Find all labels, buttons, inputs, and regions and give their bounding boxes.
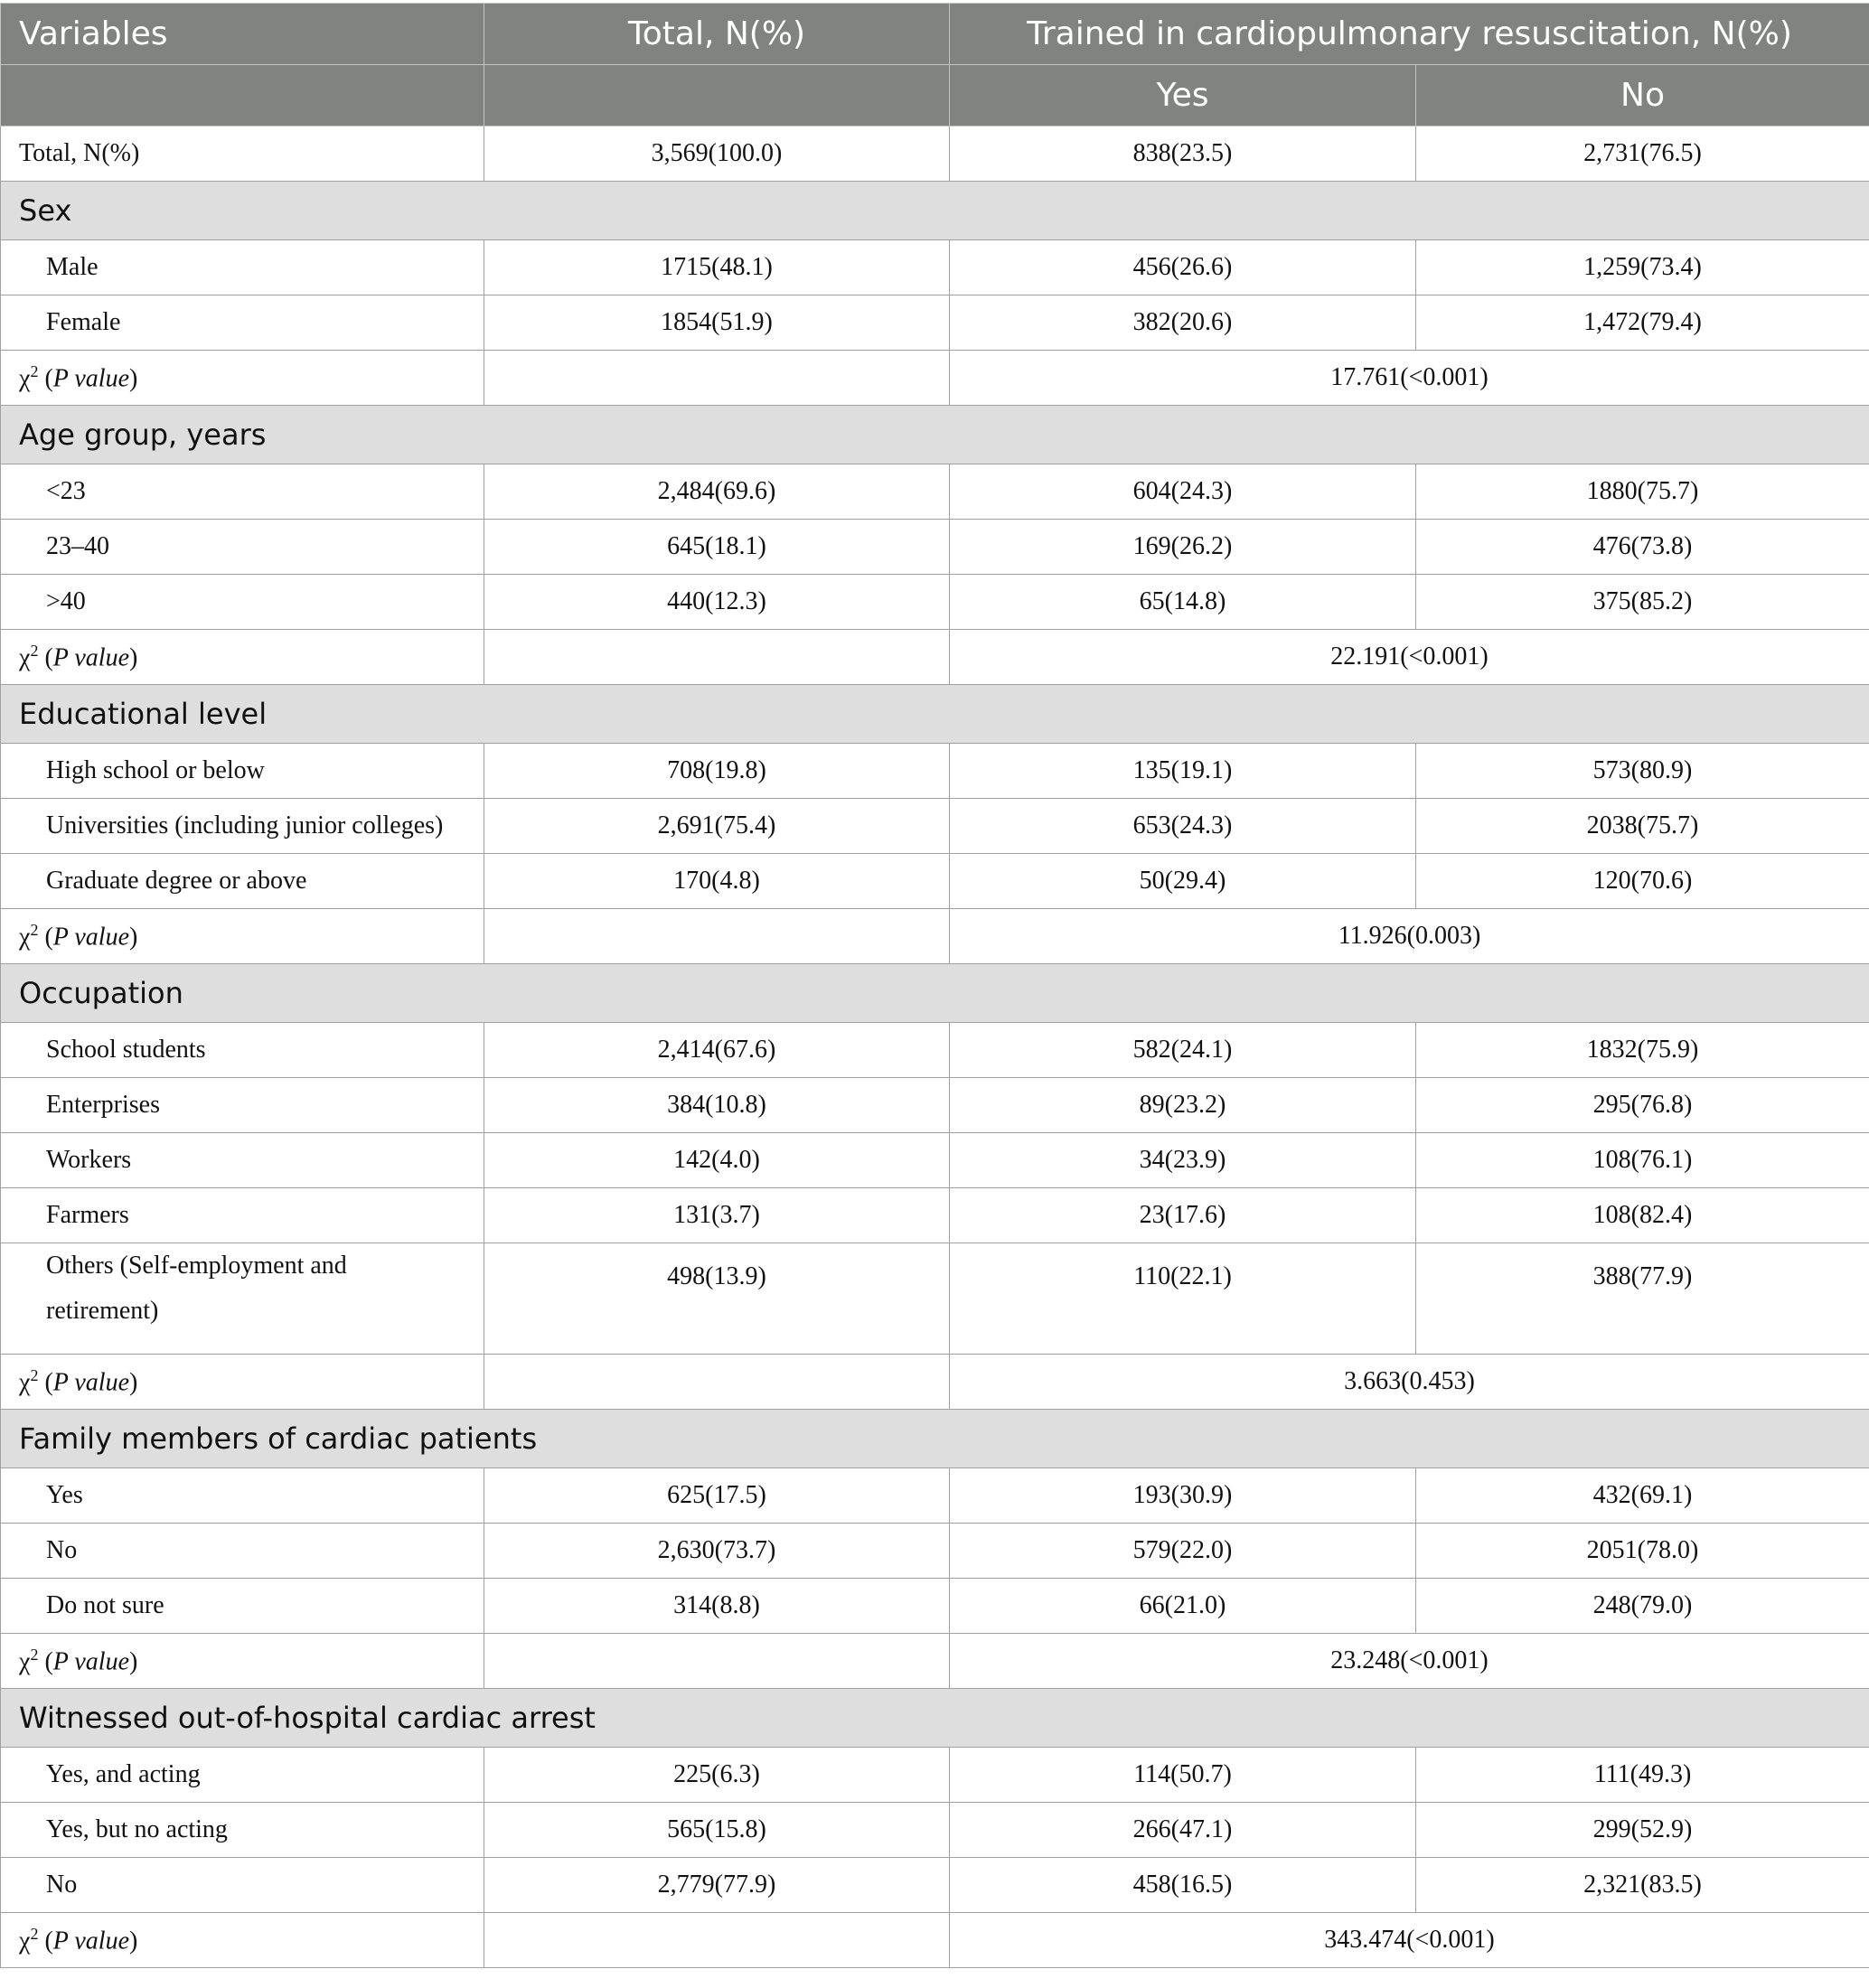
row-label: Universities (including junior colleges) (1, 799, 484, 854)
total-row-yes: 838(23.5) (950, 127, 1416, 182)
row-label: Yes, and acting (1, 1748, 484, 1803)
chi-square-label (1, 1634, 484, 1689)
row-total: 170(4.8) (484, 854, 950, 909)
chi-close-paren: ) (129, 1927, 138, 1955)
row-label: Do not sure (1, 1579, 484, 1634)
table-row (1, 1858, 1869, 1913)
chi-square-label (1, 351, 484, 406)
total-row (1, 127, 1869, 182)
table-row (1, 854, 1869, 909)
header-total: Total, N(%) (484, 4, 950, 65)
row-yes: 604(24.3) (950, 464, 1416, 520)
chi-open-paren: ( (38, 1647, 53, 1676)
table-row (1, 744, 1869, 799)
row-yes: 66(21.0) (950, 1579, 1416, 1634)
chi-square-row (1, 1913, 1869, 1968)
section-header-row (1, 964, 1869, 1023)
row-no: 375(85.2) (1416, 575, 1869, 630)
chi-square-label (1, 1913, 484, 1968)
chi-square-row (1, 630, 1869, 685)
row-no: 299(52.9) (1416, 1803, 1869, 1858)
subheader-yes: Yes (950, 65, 1416, 127)
subheader-empty-2 (484, 65, 950, 127)
chi-pvalue-text: P value (52, 923, 129, 952)
chi-square-row (1, 351, 1869, 406)
chi-close-paren: ) (129, 643, 138, 672)
table-body (1, 127, 1869, 1968)
table-row (1, 1748, 1869, 1803)
chi-superscript: 2 (30, 361, 39, 380)
table-row (1, 240, 1869, 295)
chi-open-paren: ( (38, 1927, 53, 1955)
row-label: 23–40 (1, 520, 484, 575)
row-total: 2,630(73.7) (484, 1524, 950, 1579)
section-header-row (1, 406, 1869, 464)
row-label: Workers (1, 1133, 484, 1188)
chi-pvalue-text: P value (52, 1927, 129, 1955)
row-yes: 65(14.8) (950, 575, 1416, 630)
row-no: 2,321(83.5) (1416, 1858, 1869, 1913)
row-no: 248(79.0) (1416, 1579, 1869, 1634)
chi-open-paren: ( (38, 364, 53, 393)
chi-square-value: 17.761(<0.001) (950, 351, 1869, 406)
row-yes: 50(29.4) (950, 854, 1416, 909)
chi-close-paren: ) (129, 364, 138, 393)
row-yes: 193(30.9) (950, 1468, 1416, 1524)
row-yes: 266(47.1) (950, 1803, 1416, 1858)
section-title: Family members of cardiac patients (1, 1410, 1869, 1468)
chi-square-value: 343.474(<0.001) (950, 1913, 1869, 1968)
chi-square-value: 22.191(<0.001) (950, 630, 1869, 685)
table-row (1, 1579, 1869, 1634)
row-total: 384(10.8) (484, 1078, 950, 1133)
row-total: 498(13.9) (484, 1243, 950, 1355)
table-header (1, 4, 1869, 127)
chi-superscript: 2 (30, 641, 39, 660)
table-row (1, 1803, 1869, 1858)
table-row (1, 1078, 1869, 1133)
chi-open-paren: ( (38, 1368, 53, 1397)
table-row (1, 1468, 1869, 1524)
row-total: 2,414(67.6) (484, 1023, 950, 1078)
row-no: 2051(78.0) (1416, 1524, 1869, 1579)
chi-superscript: 2 (30, 1365, 39, 1384)
chi-superscript: 2 (30, 920, 39, 939)
row-yes: 169(26.2) (950, 520, 1416, 575)
chi-square-empty (484, 909, 950, 964)
row-yes: 458(16.5) (950, 1858, 1416, 1913)
row-label: High school or below (1, 744, 484, 799)
row-label: Enterprises (1, 1078, 484, 1133)
row-yes: 382(20.6) (950, 295, 1416, 351)
row-no: 108(76.1) (1416, 1133, 1869, 1188)
row-label: No (1, 1524, 484, 1579)
chi-square-value: 3.663(0.453) (950, 1355, 1869, 1410)
table-row (1, 1023, 1869, 1078)
table-row (1, 1188, 1869, 1243)
row-no: 2038(75.7) (1416, 799, 1869, 854)
section-title: Occupation (1, 964, 1869, 1023)
row-no: 432(69.1) (1416, 1468, 1869, 1524)
subheader-no: No (1416, 65, 1869, 127)
chi-square-label (1, 1355, 484, 1410)
chi-symbol: χ (19, 923, 31, 952)
row-yes: 23(17.6) (950, 1188, 1416, 1243)
row-no: 476(73.8) (1416, 520, 1869, 575)
data-table (0, 3, 1869, 1968)
chi-symbol: χ (19, 1647, 31, 1676)
row-label: Male (1, 240, 484, 295)
row-label: Yes (1, 1468, 484, 1524)
row-no: 1,259(73.4) (1416, 240, 1869, 295)
chi-square-empty (484, 1355, 950, 1410)
row-yes: 114(50.7) (950, 1748, 1416, 1803)
chi-open-paren: ( (38, 643, 53, 672)
row-label: Others (Self-employment and retirement) (1, 1243, 484, 1355)
row-no: 1,472(79.4) (1416, 295, 1869, 351)
row-no: 108(82.4) (1416, 1188, 1869, 1243)
section-title: Educational level (1, 685, 1869, 744)
table-row (1, 464, 1869, 520)
chi-square-value: 23.248(<0.001) (950, 1634, 1869, 1689)
row-total: 2,779(77.9) (484, 1858, 950, 1913)
header-row (1, 4, 1869, 65)
chi-square-empty (484, 630, 950, 685)
chi-square-row (1, 1634, 1869, 1689)
row-no: 295(76.8) (1416, 1078, 1869, 1133)
chi-square-row (1, 909, 1869, 964)
row-total: 440(12.3) (484, 575, 950, 630)
row-label: >40 (1, 575, 484, 630)
chi-close-paren: ) (129, 1368, 138, 1397)
chi-square-empty (484, 1634, 950, 1689)
section-header-row (1, 1689, 1869, 1748)
row-total: 708(19.8) (484, 744, 950, 799)
total-row-no: 2,731(76.5) (1416, 127, 1869, 182)
table-row (1, 520, 1869, 575)
subheader-row (1, 65, 1869, 127)
row-label: Graduate degree or above (1, 854, 484, 909)
section-header-row (1, 1410, 1869, 1468)
row-total: 1715(48.1) (484, 240, 950, 295)
chi-square-value: 11.926(0.003) (950, 909, 1869, 964)
section-header-row (1, 182, 1869, 240)
row-no: 120(70.6) (1416, 854, 1869, 909)
chi-symbol: χ (19, 1927, 31, 1955)
chi-symbol: χ (19, 364, 31, 393)
chi-square-row (1, 1355, 1869, 1410)
row-label: Farmers (1, 1188, 484, 1243)
section-title: Witnessed out-of-hospital cardiac arrest (1, 1689, 1869, 1748)
row-total: 645(18.1) (484, 520, 950, 575)
row-yes: 110(22.1) (950, 1243, 1416, 1355)
chi-square-empty (484, 1913, 950, 1968)
row-total: 1854(51.9) (484, 295, 950, 351)
section-title: Sex (1, 182, 1869, 240)
row-label: Yes, but no acting (1, 1803, 484, 1858)
row-yes: 456(26.6) (950, 240, 1416, 295)
chi-superscript: 2 (30, 1645, 39, 1664)
section-header-row (1, 685, 1869, 744)
section-title: Age group, years (1, 406, 1869, 464)
row-yes: 89(23.2) (950, 1078, 1416, 1133)
row-no: 111(49.3) (1416, 1748, 1869, 1803)
table-row (1, 799, 1869, 854)
chi-square-label (1, 909, 484, 964)
row-total: 565(15.8) (484, 1803, 950, 1858)
row-total: 2,484(69.6) (484, 464, 950, 520)
total-row-label: Total, N(%) (1, 127, 484, 182)
subheader-empty-1 (1, 65, 484, 127)
row-label: No (1, 1858, 484, 1913)
row-yes: 135(19.1) (950, 744, 1416, 799)
row-label: School students (1, 1023, 484, 1078)
table-row (1, 295, 1869, 351)
table-row (1, 1243, 1869, 1355)
row-total: 131(3.7) (484, 1188, 950, 1243)
chi-pvalue-text: P value (52, 643, 129, 672)
row-no: 388(77.9) (1416, 1243, 1869, 1355)
row-label: Female (1, 295, 484, 351)
table-row (1, 575, 1869, 630)
row-total: 225(6.3) (484, 1748, 950, 1803)
row-no: 1832(75.9) (1416, 1023, 1869, 1078)
chi-superscript: 2 (30, 1924, 39, 1943)
row-total: 314(8.8) (484, 1579, 950, 1634)
row-yes: 582(24.1) (950, 1023, 1416, 1078)
header-variables: Variables (1, 4, 484, 65)
chi-square-label (1, 630, 484, 685)
chi-pvalue-text: P value (52, 364, 129, 393)
chi-symbol: χ (19, 1368, 31, 1397)
row-total: 142(4.0) (484, 1133, 950, 1188)
row-total: 2,691(75.4) (484, 799, 950, 854)
chi-close-paren: ) (129, 1647, 138, 1676)
chi-open-paren: ( (38, 923, 53, 952)
row-total: 625(17.5) (484, 1468, 950, 1524)
chi-pvalue-text: P value (52, 1647, 129, 1676)
row-no: 573(80.9) (1416, 744, 1869, 799)
row-yes: 34(23.9) (950, 1133, 1416, 1188)
header-trained: Trained in cardiopulmonary resuscitation, N(%) (950, 4, 1869, 65)
row-label: <23 (1, 464, 484, 520)
chi-close-paren: ) (129, 923, 138, 952)
row-yes: 653(24.3) (950, 799, 1416, 854)
table-row (1, 1524, 1869, 1579)
chi-pvalue-text: P value (52, 1368, 129, 1397)
table-row (1, 1133, 1869, 1188)
row-no: 1880(75.7) (1416, 464, 1869, 520)
chi-symbol: χ (19, 643, 31, 672)
chi-square-empty (484, 351, 950, 406)
row-yes: 579(22.0) (950, 1524, 1416, 1579)
total-row-total: 3,569(100.0) (484, 127, 950, 182)
